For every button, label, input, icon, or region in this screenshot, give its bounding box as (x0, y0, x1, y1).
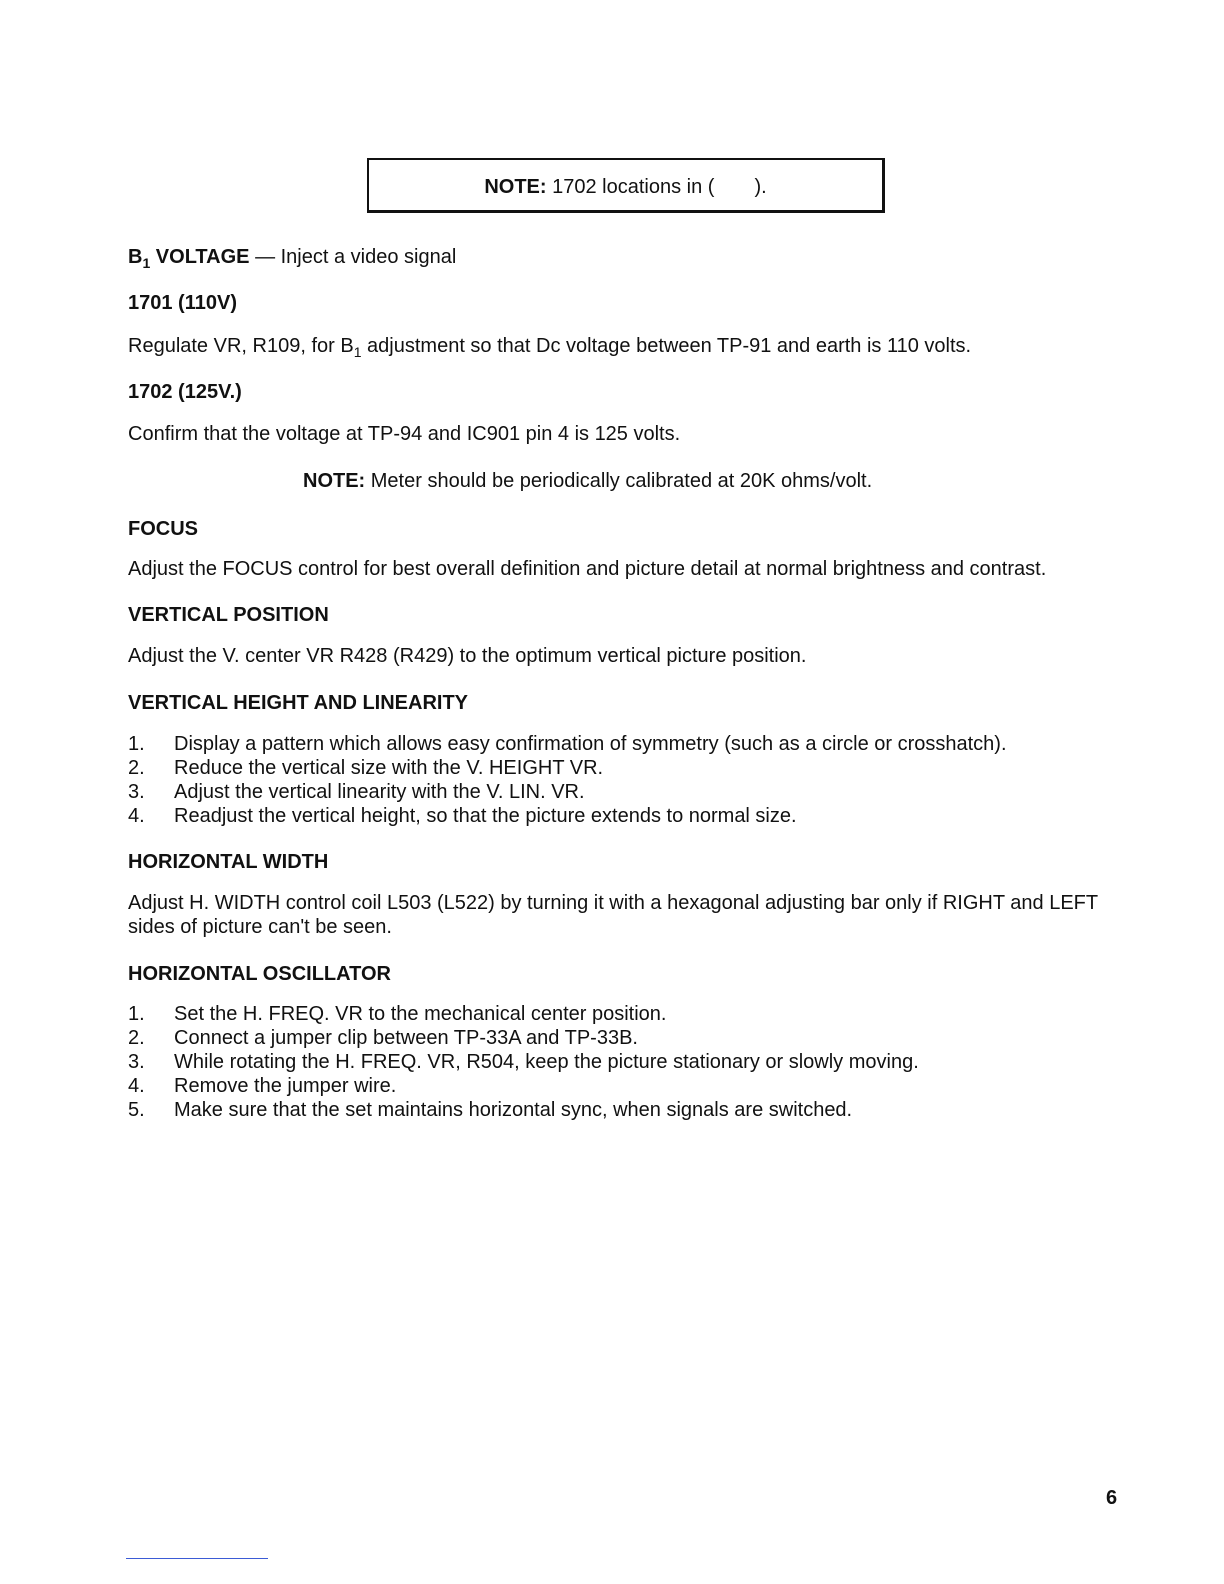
b1-prefix: B (128, 246, 143, 268)
meter-note (303, 470, 872, 493)
paragraph-vertical-position: Adjust the V. center VR R428 (R429) to the optimum vertical picture position. (128, 645, 807, 667)
list-item: 4. Readjust the vertical height, so that the picture extends to normal size. (128, 805, 797, 827)
note-close: ). (754, 176, 767, 198)
paragraph-horizontal-width: Adjust H. WIDTH control coil L503 (L522) by turning it with a hexagonal adjusting bar only if RIGHT and LEFT sides of picture can't be seen. (128, 892, 1098, 938)
list-item: 2. Reduce the vertical size with the V. HEIGHT VR. (128, 757, 604, 779)
paragraph-1701-after: adjustment so that Dc voltage between TP-91 and earth is 110 volts. (361, 335, 972, 357)
paragraph-1701-subscript: 1 (353, 344, 362, 360)
paragraph-1702: Confirm that the voltage at TP-94 and IC901 pin 4 is 125 volts. (128, 423, 681, 445)
note-label: NOTE: (484, 176, 547, 198)
note-box (367, 158, 885, 213)
b1-voltage-line (128, 246, 456, 269)
page-number: 6 (1106, 1487, 1118, 1509)
heading-vertical-height: VERTICAL HEIGHT AND LINEARITY (128, 692, 469, 714)
heading-focus: FOCUS (128, 518, 198, 540)
paragraph-focus: Adjust the FOCUS control for best overall definition and picture detail at normal brightness and contrast. (128, 558, 1047, 580)
b1-title: VOLTAGE (150, 246, 250, 268)
list-item: 1. Display a pattern which allows easy confirmation of symmetry (such as a circle or crosshatch). (128, 733, 1007, 755)
list-item: 4. Remove the jumper wire. (128, 1075, 397, 1097)
meter-note-label: NOTE: (303, 470, 366, 492)
meter-note-text: Meter should be periodically calibrated at 20K ohms/volt. (365, 470, 873, 492)
list-item: 5. Make sure that the set maintains horizontal sync, when signals are switched. (128, 1099, 853, 1121)
heading-horizontal-oscillator: HORIZONTAL OSCILLATOR (128, 963, 391, 985)
b1-text: — Inject a video signal (249, 246, 457, 268)
paragraph-1701 (128, 335, 971, 358)
paragraph-1701-before: Regulate VR, R109, for B (128, 335, 354, 357)
list-item: 3. Adjust the vertical linearity with the V. LIN. VR. (128, 781, 585, 803)
heading-horizontal-width: HORIZONTAL WIDTH (128, 851, 329, 873)
list-item: 3. While rotating the H. FREQ. VR, R504, keep the picture stationary or slowly moving. (128, 1051, 919, 1073)
list-item: 1. Set the H. FREQ. VR to the mechanical center position. (128, 1003, 667, 1025)
footer-rule (126, 1558, 268, 1559)
heading-1701: 1701 (110V) (128, 292, 237, 314)
horizontal-oscillator-list (128, 1002, 919, 1122)
vertical-height-list (128, 732, 1007, 828)
list-item: 2. Connect a jumper clip between TP-33A and TP-33B. (128, 1027, 638, 1049)
heading-1702: 1702 (125V.) (128, 381, 242, 403)
b1-subscript: 1 (142, 255, 151, 271)
heading-vertical-position: VERTICAL POSITION (128, 604, 329, 626)
note-text: 1702 locations in ( (552, 176, 715, 198)
